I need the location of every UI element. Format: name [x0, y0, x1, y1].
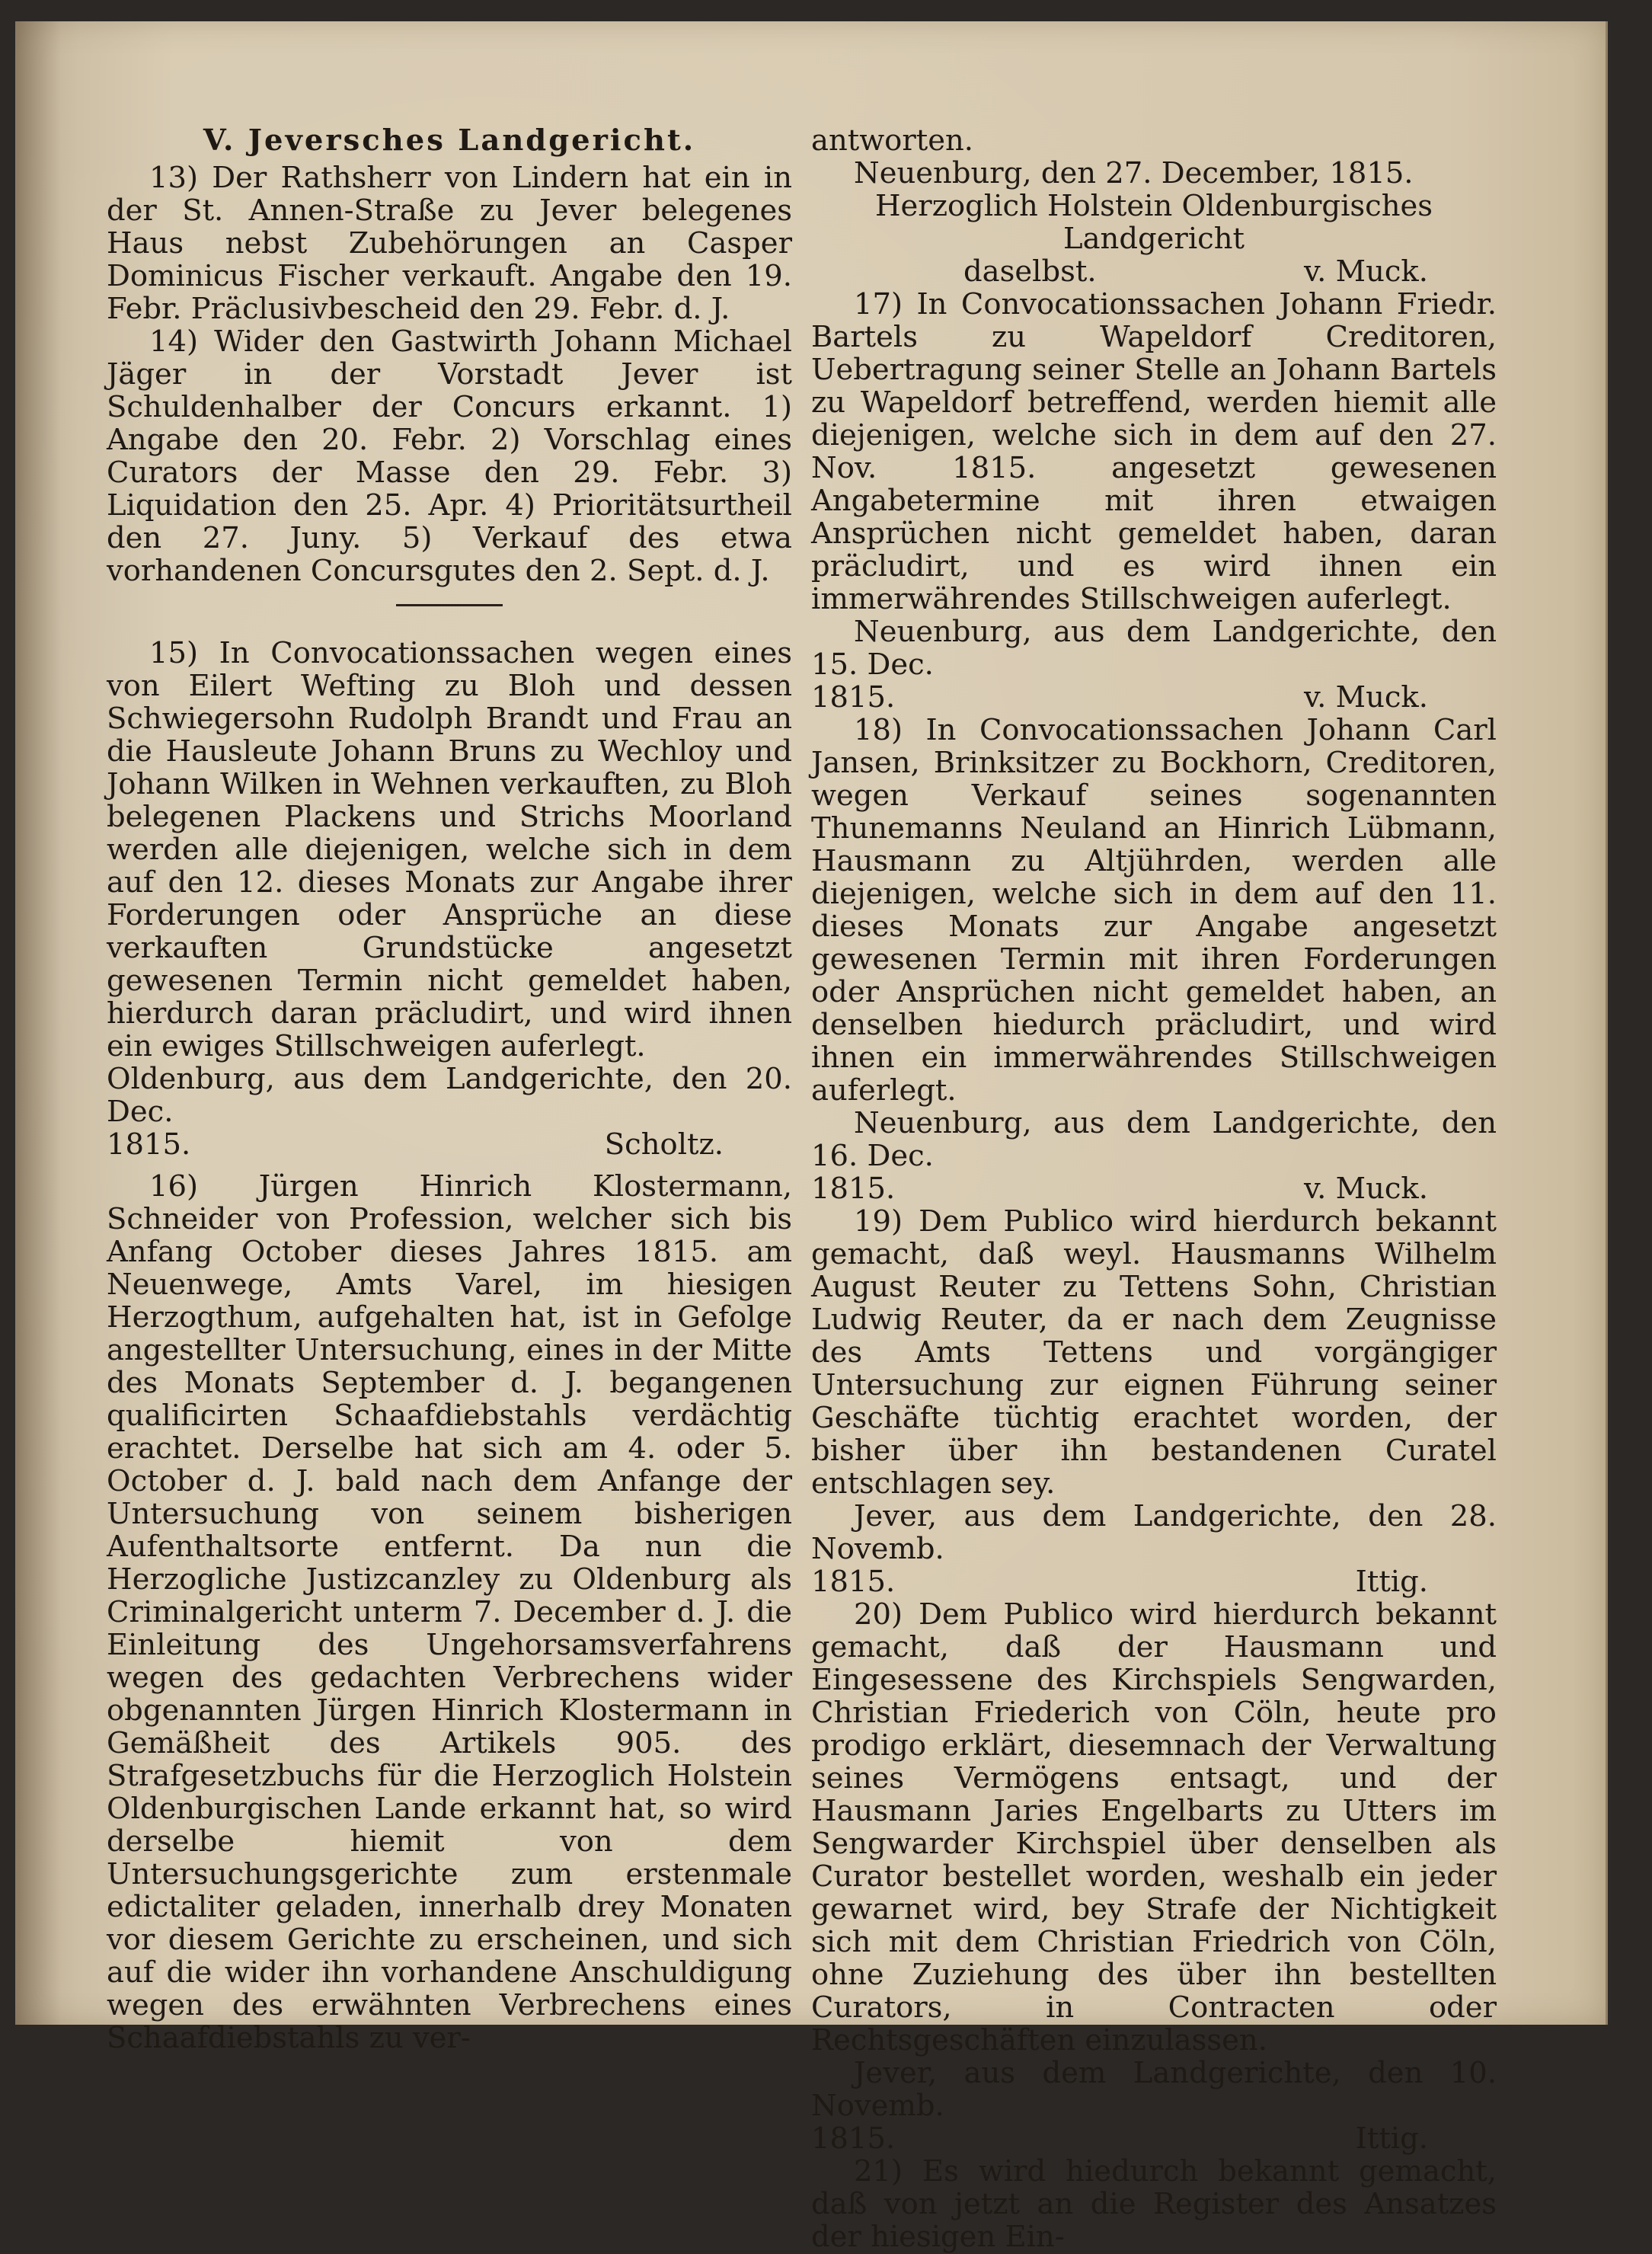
- notice-17-year: 1815.: [811, 680, 896, 715]
- notice-20-place: Jever, aus dem Landgerichte, den 10. Novemb.: [811, 2056, 1497, 2123]
- section-heading: V. Jeversches Landgericht.: [203, 123, 696, 158]
- notice-15: 15) In Convocationssachen wegen eines von Eilert Wefting zu Bloh und dessen Schwiegersohn Rudolph Brandt und Frau an die Hausleute Johann Bruns zu Wechloy und Johann Wilken in Wehnen verkauften, zu Bloh belegenen Plackens und Strichs Moorland werden alle diejenigen, welche sich in dem auf den 12. dieses Monats zur Angabe ihrer Forderungen oder Ansprüche an diese verkauften Grundstücke angesetzt gewesenen Termin nicht gemeldet haben, hierdurch daran präcludirt, und wird ihnen ein ewiges Stillschweigen auferlegt.: [107, 636, 792, 1063]
- notice-21: 21) Es wird hiedurch bekannt gemacht, daß von jetzt an die Register des Ansatzes der hiesigen Ein-: [811, 2154, 1497, 2254]
- notice-18-year: 1815.: [811, 1172, 896, 1206]
- notice-18-signer: v. Muck.: [1303, 1172, 1428, 1206]
- notice-19-signature: [811, 1565, 1497, 1598]
- court-signer: v. Muck.: [1303, 254, 1428, 289]
- court-name: Herzoglich Holstein Oldenburgisches Landgericht: [874, 189, 1433, 256]
- notice-17-signer: v. Muck.: [1303, 680, 1428, 715]
- page-spine-shadow: [15, 21, 61, 2025]
- court-signature: [811, 255, 1497, 288]
- notice-15-signature: [107, 1128, 792, 1161]
- notice-14: 14) Wider den Gastwirth Johann Michael Jäger in der Vorstadt Jever ist Schuldenhalber der Concurs erkannt. 1) Angabe den 20. Febr. 2) Vorschlag eines Curators der Masse den 29. Febr. 3) Liquidation den 25. Apr. 4) Prioritätsurtheil den 27. Juny. 5) Verkauf des etwa vorhandenen Concursgutes den 2. Sept. d. J.: [107, 325, 792, 588]
- notice-19: 19) Dem Publico wird hierdurch bekannt gemacht, daß weyl. Hausmanns Wilhelm August Reuter zu Tettens Sohn, Christian Ludwig Reuter, da er nach dem Zeugnisse des Amts Tettens und vorgängiger Untersuchung zur eignen Führung seiner Geschäfte tüchtig erachtet worden, der bisher über ihn bestandenen Curatel entschlagen sey.: [811, 1204, 1497, 1501]
- notice-16-place: Neuenburg, den 27. December, 1815.: [854, 156, 1414, 190]
- notice-19-place: Jever, aus dem Landgerichte, den 28. Novemb.: [811, 1499, 1497, 1566]
- court-place: daselbst.: [963, 254, 1097, 289]
- notice-19-year: 1815.: [811, 1565, 896, 1599]
- notice-19-signer: Ittig.: [1355, 1565, 1428, 1599]
- notice-20-year: 1815.: [811, 2121, 896, 2156]
- notice-20: 20) Dem Publico wird hierdurch bekannt gemacht, daß der Hausmann und Eingesessene des Kirchspiels Sengwarden, Christian Friederich von Cöln, heute pro prodigo erklärt, diesemnach der Verwaltung seines Vermögens entsagt, und der Hausmann Jaries Engelbarts zu Utters im Sengwarder Kirchspiel über denselben als Curator bestellet worden, weshalb ein jeder gewarnet wird, bey Strafe der Nichtigkeit sich mit dem Christian Friedrich von Cöln, ohne Zuziehung des über ihn bestellten Curators, in Contracten oder Rechtsgeschäften einzulassen.: [811, 1597, 1497, 2057]
- notice-15-year: 1815.: [107, 1127, 191, 1162]
- notice-13: 13) Der Rathsherr von Lindern hat ein in der St. Annen-Straße zu Jever belegenes Haus nebst Zubehörungen an Casper Dominicus Fischer verkauft. Angabe den 19. Febr. Präclusivbescheid den 29. Febr. d. J.: [107, 161, 792, 326]
- notice-18-signature: [811, 1172, 1497, 1205]
- right-column: [811, 124, 1497, 2253]
- notice-17: 17) In Convocationssachen Johann Friedr. Bartels zu Wapeldorf Creditoren, Uebertragung seiner Stelle an Johann Bartels zu Wapeldorf betreffend, werden hiemit alle diejenigen, welche sich in dem auf den 27. Nov. 1815. angesetzt gewesenen Angabetermine mit ihren etwaigen Ansprüchen nicht gemeldet haben, daran präcludirt, und es wird ihnen ein immerwährendes Stillschweigen auferlegt.: [811, 287, 1497, 616]
- notice-15-signer: Scholtz.: [604, 1127, 724, 1162]
- notice-18-place: Neuenburg, aus dem Landgerichte, den 16. Dec.: [811, 1106, 1497, 1173]
- notice-15-place: Oldenburg, aus dem Landgerichte, den 20. Dec.: [107, 1062, 792, 1129]
- notice-20-signature: [811, 2122, 1497, 2155]
- notice-18: 18) In Convocationssachen Johann Carl Jansen, Brinksitzer zu Bockhorn, Creditoren, wegen Verkauf seines sogenannten Thunemanns Neuland an Hinrich Lübmann, Hausmann zu Altjührden, werden alle diejenigen, welche sich in dem auf den 11. dieses Monats zur Angabe angesetzt gewesenen Termin mit ihren Forderungen oder Ansprüchen nicht gemeldet haben, an denselben hiedurch präcludirt, und wird ihnen ein immerwährendes Stillschweigen auferlegt.: [811, 713, 1497, 1108]
- notice-16-continuation: antworten.: [811, 123, 974, 158]
- notice-17-signature: [811, 681, 1497, 714]
- notice-17-place: Neuenburg, aus dem Landgerichte, den 15. Dec.: [811, 615, 1497, 682]
- section-divider: [396, 604, 503, 606]
- notice-16: 16) Jürgen Hinrich Klostermann, Schneider von Profession, welcher sich bis Anfang October dieses Jahres 1815. am Neuenwege, Amts Varel, im hiesigen Herzogthum, aufgehalten hat, ist in Gefolge angestellter Untersuchung, eines in der Mitte des Monats September d. J. begangenen qualificirten Schaafdiebstahls verdächtig erachtet. Derselbe hat sich am 4. oder 5. October d. J. bald nach dem Anfange der Untersuchung von seinem bisherigen Aufenthaltsorte entfernt. Da nun die Herzogliche Justizcanzley zu Oldenburg als Criminalgericht unterm 7. December d. J. die Einleitung des Ungehorsamsverfahrens wegen des gedachten Verbrechens wider obgenannten Jürgen Hinrich Klostermann in Gemäßheit des Artikels 905. des Strafgesetzbuchs für die Herzoglich Holstein Oldenburgischen Lande erkannt hat, so wird derselbe hiemit von dem Untersuchungsgerichte zum erstenmale edictaliter geladen, innerhalb drey Monaten vor diesem Gerichte zu erscheinen, und sich auf die wider ihn vorhandene Anschuldigung wegen des erwähnten Verbrechens eines Schaafdiebstahls zu ver-: [107, 1169, 792, 2055]
- newspaper-page: [15, 21, 1608, 2254]
- notice-20-signer: Ittig.: [1355, 2121, 1428, 2156]
- left-column: [107, 124, 792, 2054]
